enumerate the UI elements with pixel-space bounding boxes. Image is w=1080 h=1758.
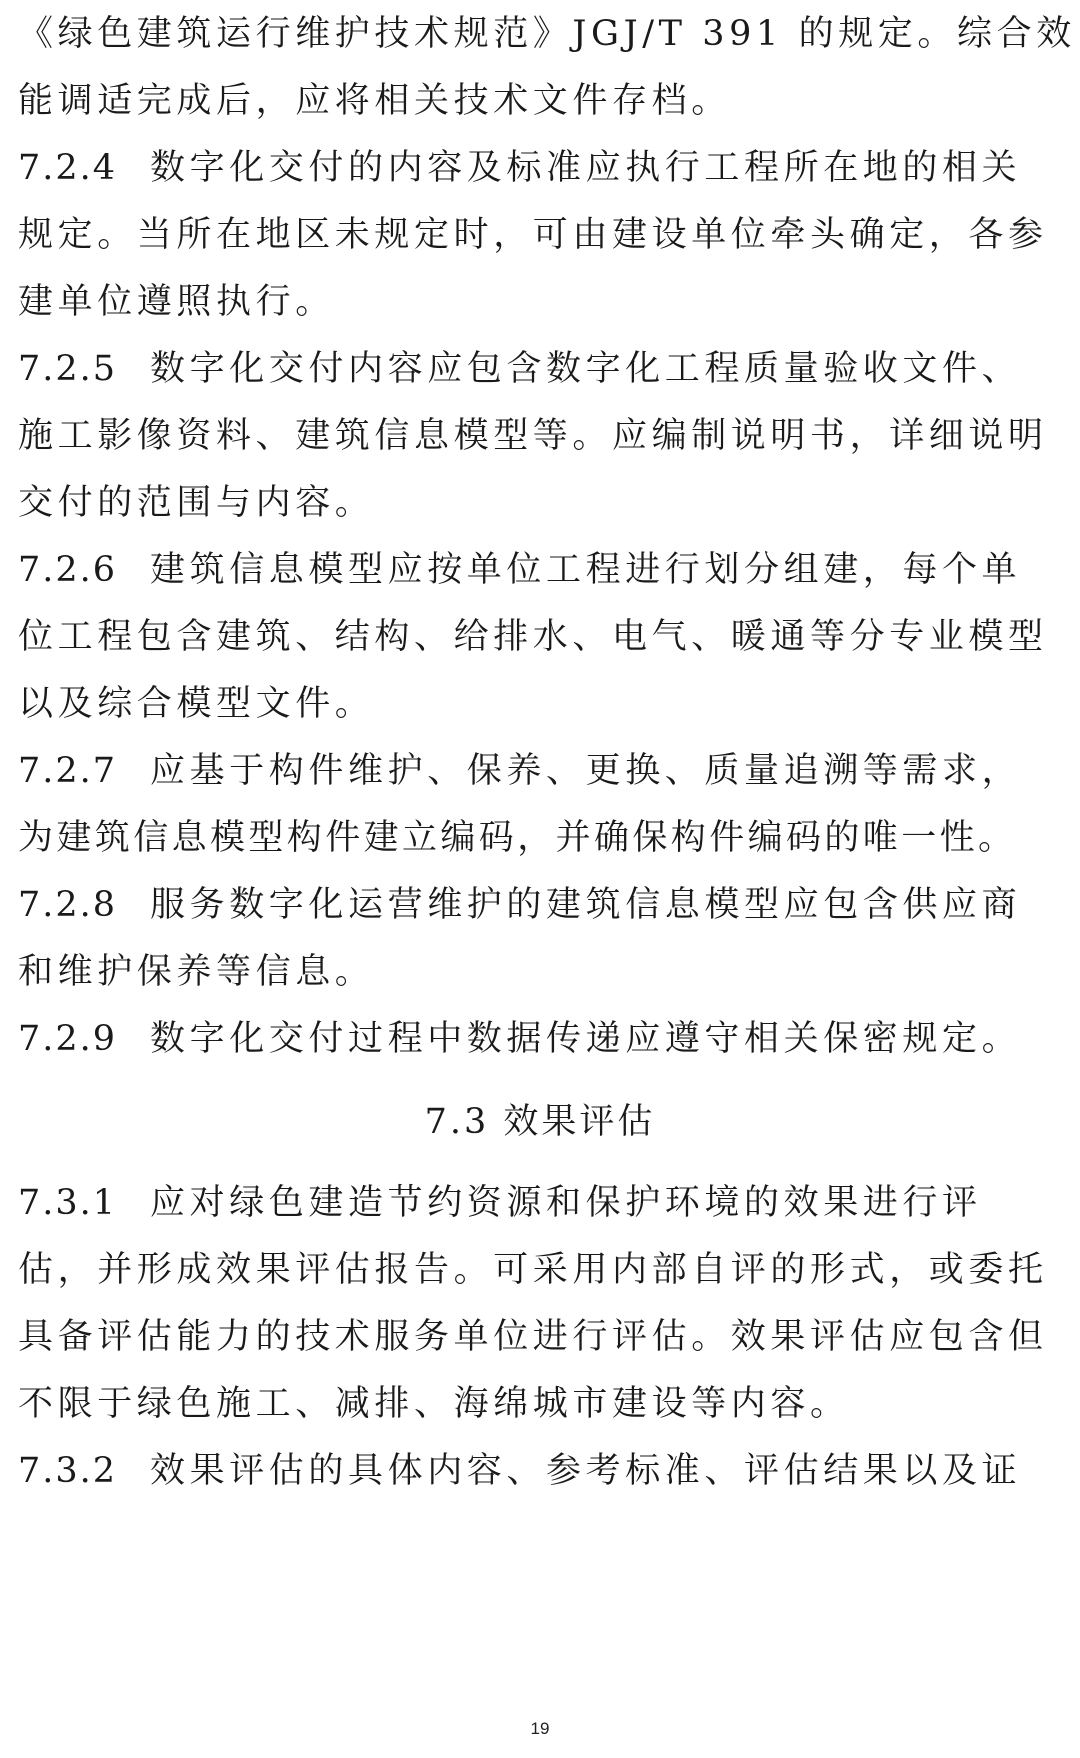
clause-text: 建筑信息模型应按单位工程进行划分组建，每个单 xyxy=(150,550,1022,590)
clause-line xyxy=(18,344,1064,394)
line-text: 位工程包含建筑、结构、给排水、电气、暖通等分专业模型 xyxy=(18,617,1048,657)
clause-text: 应对绿色建造节约资源和保护环境的效果进行评 xyxy=(150,1183,982,1223)
line-text: 能调适完成后，应将相关技术文件存档。 xyxy=(18,81,731,121)
page-number: 19 xyxy=(530,1719,550,1738)
line-text: 不限于绿色施工、减排、海绵城市建设等内容。 xyxy=(18,1384,850,1424)
text-line xyxy=(18,478,1064,528)
line-text: 估，并形成效果评估报告。可采用内部自评的形式，或委托 xyxy=(18,1250,1048,1290)
clause-text: 数字化交付的内容及标准应执行工程所在地的相关 xyxy=(150,148,1022,188)
line-text: 建单位遵照执行。 xyxy=(18,282,335,322)
line-text: 以及综合模型文件。 xyxy=(18,684,375,724)
clause-number: 7.2.8 xyxy=(18,885,118,925)
clause-line xyxy=(18,143,1064,193)
clause-number: 7.2.6 xyxy=(18,550,118,590)
line-text: 交付的范围与内容。 xyxy=(18,483,375,523)
clause-line xyxy=(18,545,1064,595)
line-text: 《绿色建筑运行维护技术规范》JGJ/T 391 的规定。综合效 xyxy=(18,14,1076,54)
clause-number: 7.3.1 xyxy=(18,1183,118,1223)
text-line xyxy=(18,76,1064,126)
text-line xyxy=(18,9,1076,59)
text-line xyxy=(18,612,1064,662)
clause-line xyxy=(18,1014,1064,1064)
clause-text: 效果评估的具体内容、参考标准、评估结果以及证 xyxy=(150,1451,1022,1491)
line-text: 规定。当所在地区未规定时，可由建设单位牵头确定，各参 xyxy=(18,215,1048,255)
clause-line xyxy=(18,1178,1064,1228)
clause-text: 数字化交付过程中数据传递应遵守相关保密规定。 xyxy=(150,1019,1022,1059)
text-line xyxy=(18,1379,1064,1429)
text-line xyxy=(18,947,1064,997)
clause-number: 7.3.2 xyxy=(18,1451,118,1491)
clause-line xyxy=(18,1446,1064,1496)
section-heading: 7.3 效果评估 xyxy=(424,1102,656,1142)
clause-number: 7.2.5 xyxy=(18,349,118,389)
clause-text: 应基于构件维护、保养、更换、质量追溯等需求， xyxy=(150,751,1022,791)
clause-number: 7.2.4 xyxy=(18,148,118,188)
line-text: 为建筑信息模型构件建立编码，并确保构件编码的唯一性。 xyxy=(18,818,1017,858)
clause-line xyxy=(18,746,1064,796)
text-line xyxy=(18,813,1064,863)
line-text: 具备评估能力的技术服务单位进行评估。效果评估应包含但 xyxy=(18,1317,1048,1357)
clause-number: 7.2.9 xyxy=(18,1019,118,1059)
clause-number: 7.2.7 xyxy=(18,751,118,791)
clause-text: 服务数字化运营维护的建筑信息模型应包含供应商 xyxy=(150,885,1022,925)
text-line xyxy=(18,411,1064,461)
text-line xyxy=(18,1245,1064,1295)
line-text: 和维护保养等信息。 xyxy=(18,952,375,992)
text-line xyxy=(18,277,1064,327)
text-line xyxy=(18,210,1064,260)
text-line xyxy=(18,679,1064,729)
text-line xyxy=(18,1312,1064,1362)
clause-line xyxy=(18,880,1064,930)
clause-text: 数字化交付内容应包含数字化工程质量验收文件、 xyxy=(150,349,1022,389)
line-text: 施工影像资料、建筑信息模型等。应编制说明书，详细说明 xyxy=(18,416,1048,456)
